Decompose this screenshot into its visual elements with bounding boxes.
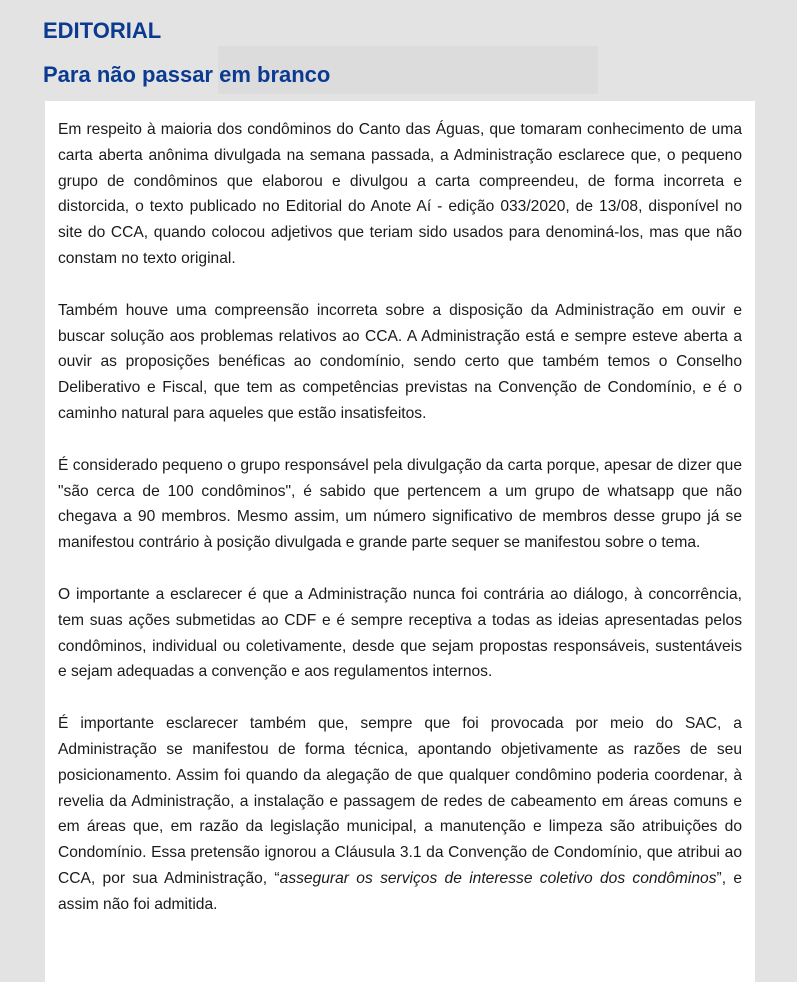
article-paragraph: É considerado pequeno o grupo responsável pela divulgação da carta porque, apesar de dizer que "são cerca de 100 condôminos", é sabido que pertencem a um grupo de whatsapp que não chegava a 90 membros. Mesmo assim, um número significativo de membros desse grupo já se manifestou contrário à posição divulgada e grande parte sequer se manifestou sobre o tema.: [58, 456, 742, 552]
quoted-clause: assegurar os serviços de interesse coletivo dos condôminos: [279, 869, 717, 887]
article-paragraph: O importante a esclarecer é que a Administração nunca foi contrária ao diálogo, à concorrência, tem suas ações submetidas ao CDF e é sempre receptiva a todas as ideias apresentadas pelos condôminos, individual ou coletivamente, desde que sejam propostas responsáveis, sustentáveis e sejam adequadas a convenção e aos regulamentos internos.: [58, 585, 742, 681]
article-body: [45, 101, 755, 982]
article-paragraph: Também houve uma compreensão incorreta sobre a disposição da Administração em ouvir e buscar solução aos problemas relativos ao CCA. A Administração está e sempre esteve aberta a ouvir as proposições benéficas ao condomínio, sendo certo que também temos o Conselho Deliberativo e Fiscal, que tem as competências previstas na Convenção de Condomínio, e é o caminho natural para aqueles que estão insatisfeitos.: [58, 301, 742, 422]
paragraph-text: ”, e assim não foi admitida.: [58, 869, 743, 913]
article-paragraph: [58, 711, 742, 917]
paragraph-text: É importante esclarecer também que, sempre que foi provocada por meio do SAC, a Administração se manifestou de forma técnica, apontando objetivamente as razões de seu posicionamento. Assim foi quando da alegação de que qualquer condômino poderia coordenar, à revelia da Administração, a instalação e passagem de redes de cabeamento em áreas comuns e em áreas que, em razão da legislação municipal, a manutenção e limpeza são atribuições do Condomínio. Essa pretensão ignorou a Cláusula 3.1 da Convenção de Condomínio, que atribui ao CCA, por sua Administração, “: [58, 715, 742, 887]
article-paragraph: Em respeito à maioria dos condôminos do Canto das Águas, que tomaram conhecimento de uma carta aberta anônima divulgada na semana passada, a Administração esclarece que, o pequeno grupo de condôminos que elaborou e divulgou a carta compreendeu, de forma incorreta e distorcida, o texto publicado no Editorial do Anote Aí - edição 033/2020, de 13/08, disponível no site do CCA, quando colocou adjetivos que teriam sido usados para denominá-los, mas que não constam no texto original.: [58, 121, 742, 267]
section-label: EDITORIAL: [43, 18, 162, 43]
page-title: Para não passar em branco: [43, 62, 331, 87]
